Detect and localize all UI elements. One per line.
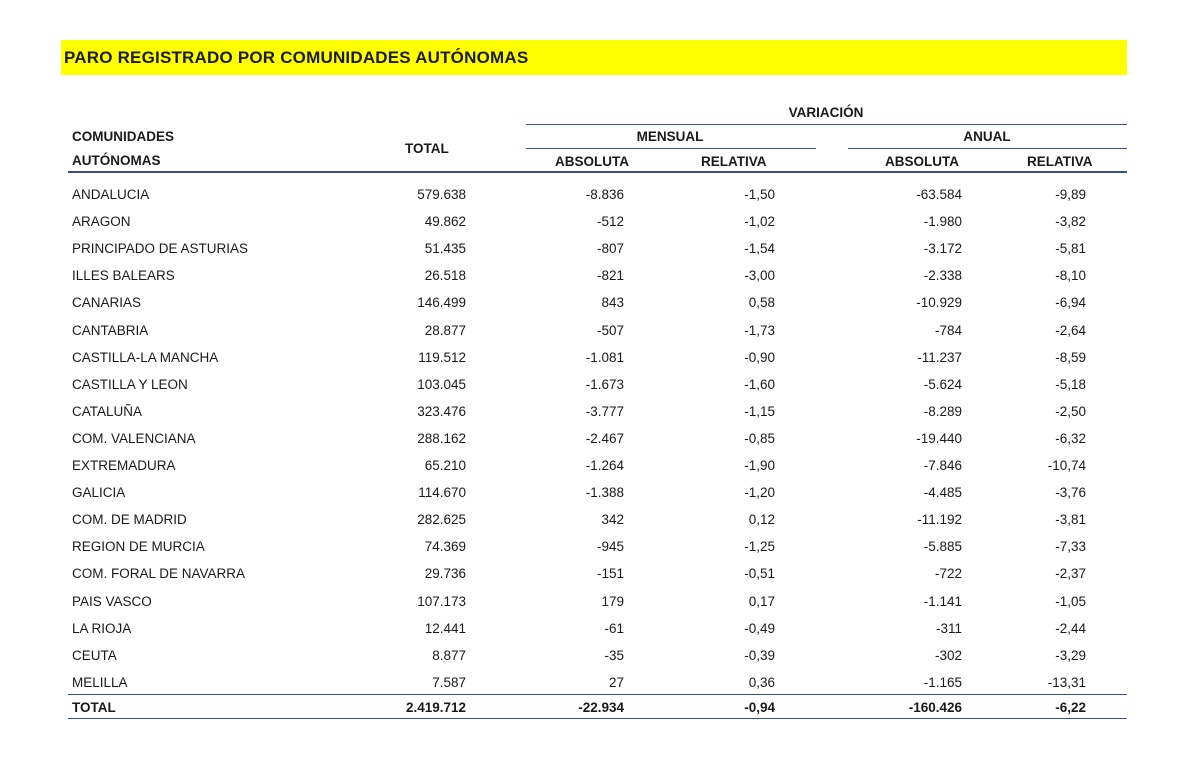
row-anual-relativa: -9,89 [1055,187,1086,202]
header-autonomas: AUTÓNOMAS [72,153,161,168]
row-name: CANTABRIA [72,322,149,338]
row-mensual-relativa: -1,60 [744,376,775,392]
table-row [0,208,1200,235]
row-total: 146.499 [417,295,466,311]
row-mensual-relativa: -1,73 [744,322,775,338]
row-anual-relativa: -6,94 [1055,295,1086,311]
row-total: 8.877 [432,647,466,663]
row-anual-absoluta: -302 [934,647,962,663]
row-anual-absoluta: -1.165 [923,674,962,690]
row-total: 65.210 [424,458,466,473]
row-anual-relativa: -3,81 [1055,512,1086,528]
row-anual-relativa: -1,05 [1055,593,1086,609]
row-name: COM. DE MADRID [72,512,187,528]
row-mensual-relativa: 0,36 [748,674,775,690]
row-anual-absoluta: -5.624 [923,376,962,392]
row-mensual-relativa: -3,00 [744,268,775,284]
row-anual-absoluta: -10.929 [916,295,962,311]
row-anual-relativa: -5,81 [1055,241,1086,257]
header-divider-mensual [526,148,816,149]
row-mensual-absoluta: -8.836 [585,187,624,202]
row-mensual-relativa: -1,20 [744,485,775,501]
row-name: COM. FORAL DE NAVARRA [72,566,246,582]
row-mensual-absoluta: -61 [604,620,624,636]
row-total: 114.670 [418,485,466,501]
header-relativa-anual: RELATIVA [1027,154,1093,169]
page-title: PARO REGISTRADO POR COMUNIDADES AUTÓNOMAS [64,47,529,67]
table-row [0,289,1200,316]
row-anual-absoluta: -4.485 [923,485,962,501]
row-anual-relativa: -6,32 [1055,430,1086,446]
header-anual: ANUAL [963,129,1011,144]
row-name: PRINCIPADO DE ASTURIAS [72,241,249,257]
row-total: 51.435 [424,241,466,257]
row-anual-relativa: -2,64 [1055,322,1086,338]
row-mensual-absoluta: -1.264 [585,458,624,473]
row-mensual-absoluta: -3.777 [585,403,624,419]
header-relativa-mensual: RELATIVA [701,154,767,169]
row-name: CANARIAS [72,295,142,311]
table-row [0,452,1200,479]
row-anual-relativa: -2,44 [1055,620,1086,636]
row-anual-absoluta: -5.885 [923,539,962,555]
row-name: GALICIA [72,485,126,501]
row-anual-relativa: -10,74 [1047,458,1086,473]
row-name: LA RIOJA [72,620,132,636]
row-anual-absoluta: -784 [934,322,962,338]
row-total: 107.173 [417,593,466,609]
row-mensual-absoluta: -945 [596,539,624,555]
row-mensual-absoluta: -1.388 [585,485,624,501]
row-total: 282.625 [417,512,466,528]
row-total: 7.587 [432,674,466,690]
row-mensual-relativa: -1,54 [744,241,775,257]
row-name: PAIS VASCO [72,593,152,609]
row-total: 119.512 [418,349,466,365]
row-mensual-relativa: 0,17 [748,593,775,609]
row-mensual-absoluta: -1.673 [585,376,624,392]
row-anual-absoluta: -19.440 [916,430,962,446]
row-mensual-relativa: 0,12 [748,512,775,528]
row-mensual-relativa: -0,90 [744,349,775,365]
table-row [0,669,1200,696]
row-anual-relativa: -8,59 [1055,349,1086,365]
table-row [0,642,1200,669]
row-mensual-absoluta: -2.467 [585,430,624,446]
header-variacion: VARIACIÓN [788,105,864,120]
header-comunidades: COMUNIDADES [72,129,175,144]
row-name: CASTILLA-LA MANCHA [72,349,219,365]
row-anual-absoluta: -11.192 [917,512,962,528]
row-anual-absoluta: -63.584 [916,187,962,202]
row-total: 29.736 [424,566,466,582]
row-anual-absoluta: -7.846 [923,458,962,473]
row-mensual-relativa: -1,25 [744,539,775,555]
row-name: CEUTA [72,647,117,663]
row-name: COM. VALENCIANA [72,430,196,446]
row-anual-relativa: -8,10 [1055,268,1086,284]
row-anual-relativa: -7,33 [1055,539,1086,555]
row-mensual-relativa: 0,58 [748,295,775,311]
row-anual-absoluta: -2.338 [923,268,962,284]
row-anual-absoluta: -11.237 [917,349,962,365]
row-anual-relativa: -2,50 [1055,403,1086,419]
header-mensual: MENSUAL [636,129,704,144]
table-row [0,615,1200,642]
table-row [0,533,1200,560]
table-row [0,235,1200,262]
header-divider-anual [848,148,1127,149]
row-mensual-relativa: -1,90 [744,458,775,473]
table-row [0,344,1200,371]
row-total: 49.862 [424,214,466,230]
row-name: CASTILLA Y LEON [72,376,188,392]
row-mensual-absoluta: -512 [596,214,624,230]
row-anual-absoluta: -311 [935,620,962,636]
row-name: ANDALUCIA [72,187,150,202]
row-total: 12.441 [424,620,466,636]
table-row [0,506,1200,533]
row-name: ARAGON [72,214,131,230]
row-name: CATALUÑA [72,403,143,419]
table-row [0,371,1200,398]
row-mensual-absoluta: -35 [604,647,624,663]
row-name: TOTAL [72,700,116,715]
row-mensual-absoluta: -1.081 [585,349,624,365]
table-row [0,425,1200,452]
row-anual-relativa: -2,37 [1055,566,1086,582]
table-row [0,588,1200,615]
row-total: 579.638 [417,187,466,202]
row-mensual-relativa: -1,15 [744,403,775,419]
header-absoluta-mensual: ABSOLUTA [555,154,629,169]
row-mensual-absoluta: 27 [608,674,624,690]
row-total: 103.045 [417,376,466,392]
row-mensual-relativa: -0,94 [744,700,775,715]
row-mensual-relativa: -0,39 [744,647,775,663]
row-anual-relativa: -3,82 [1055,214,1086,230]
row-anual-absoluta: -8.289 [923,403,962,419]
row-mensual-relativa: -1,02 [744,214,775,230]
row-mensual-absoluta: -821 [596,268,624,284]
row-total: 26.518 [424,268,466,284]
table-row [0,262,1200,289]
table-row-total [0,694,1200,721]
table-row [0,317,1200,344]
row-total: 288.162 [417,430,466,446]
row-total: 74.369 [424,539,466,555]
row-name: REGION DE MURCIA [72,539,205,555]
row-mensual-absoluta: -507 [596,322,624,338]
row-mensual-absoluta: 843 [601,295,624,311]
row-mensual-relativa: -0,51 [744,566,775,582]
row-mensual-relativa: -0,49 [744,620,775,636]
header-bottom-rule [68,171,1127,173]
row-anual-relativa: -3,76 [1055,485,1086,501]
row-anual-absoluta: -3.172 [923,241,962,257]
row-mensual-relativa: -0,85 [744,430,775,446]
row-name: MELILLA [72,674,128,690]
row-anual-absoluta: -722 [934,566,962,582]
table-row [0,181,1200,208]
row-mensual-absoluta: -151 [596,566,624,582]
row-name: ILLES BALEARS [72,268,175,284]
table-row [0,479,1200,506]
total-bottom-rule [68,718,1127,719]
row-anual-relativa: -13,31 [1047,674,1086,690]
table-row [0,560,1200,587]
row-total: 28.877 [424,322,466,338]
row-mensual-absoluta: 179 [601,593,624,609]
header-absoluta-anual: ABSOLUTA [885,154,959,169]
row-anual-relativa: -5,18 [1055,376,1086,392]
row-anual-relativa: -3,29 [1055,647,1086,663]
header-divider-variacion [526,124,1127,125]
row-mensual-absoluta: 342 [601,512,624,528]
row-total: 2.419.712 [405,700,466,715]
header-total: TOTAL [405,141,449,156]
row-name: EXTREMADURA [72,458,176,473]
row-anual-absoluta: -1.980 [923,214,962,230]
table-row [0,398,1200,425]
row-total: 323.476 [417,403,466,419]
row-mensual-absoluta: -22.934 [578,700,624,715]
row-anual-absoluta: -1.141 [923,593,962,609]
row-mensual-relativa: -1,50 [744,187,775,202]
row-mensual-absoluta: -807 [596,241,624,257]
row-anual-absoluta: -160.426 [908,700,962,715]
row-anual-relativa: -6,22 [1055,700,1086,715]
